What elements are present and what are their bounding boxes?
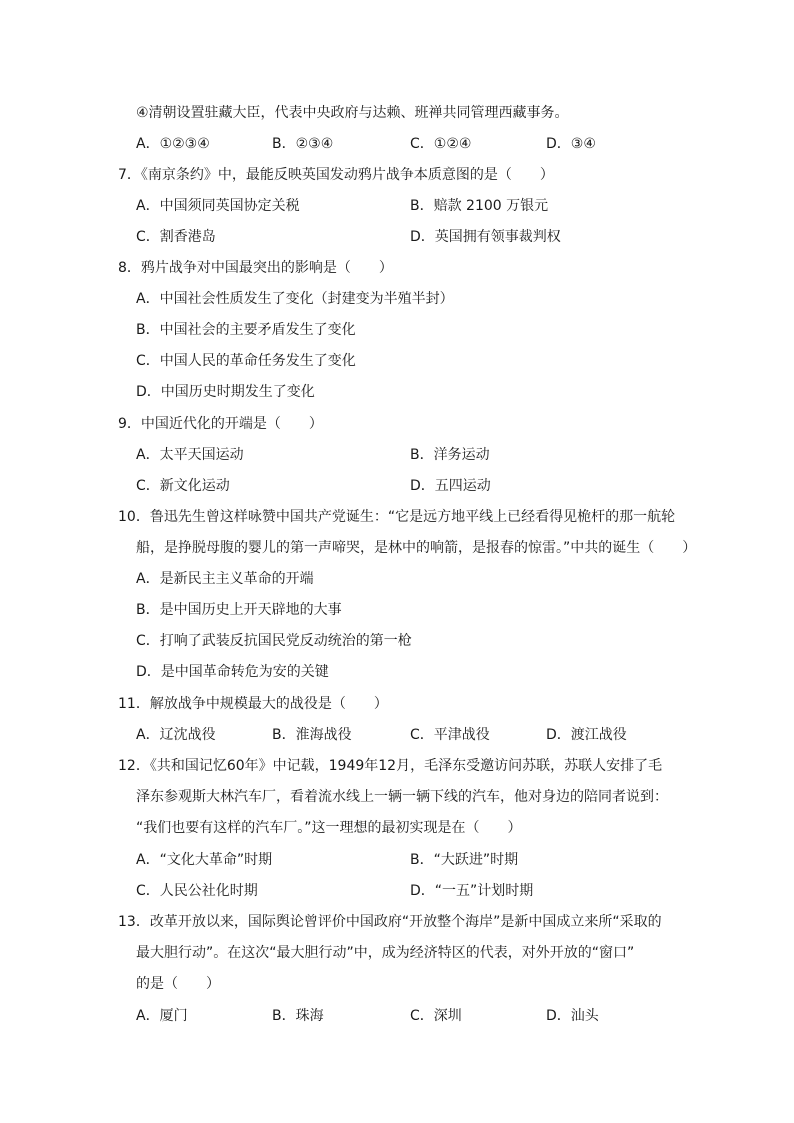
q8-option-d: D．中国历史时期发生了变化	[136, 384, 315, 400]
q11-question: 11．解放战争中规模最大的战役是（ ）	[118, 696, 388, 712]
q7-option-c: C．割香港岛	[136, 229, 216, 245]
q9-question: 9．中国近代化的开端是（ ）	[118, 416, 323, 432]
q10-option-a: A．是新民主主义革命的开端	[136, 571, 314, 587]
q13-option-c: C．深圳	[410, 1008, 462, 1024]
q10-question-line-1: 10．鲁迅先生曾这样咏赞中国共产党诞生：“它是远方地平线上已经看得见桅杆的那一航轮	[118, 509, 676, 525]
q7-option-b: B．赔款 2100 万银元	[410, 198, 549, 214]
q12-option-c: C．人民公社化时期	[136, 883, 258, 899]
q12-question-line-1: 12．《共和国记忆60年》中记载，1949年12月，毛泽东受邀访问苏联，苏联人安排了毛	[118, 758, 663, 774]
q13-question-line-1: 13．改革开放以来，国际舆论曾评价中国政府“开放整个海岸”是新中国成立来所“采取的	[118, 914, 662, 930]
q8-option-b: B．中国社会的主要矛盾发生了变化	[136, 322, 356, 338]
q6-statement-4: ④清朝设置驻藏大臣，代表中央政府与达赖、班禅共同管理西藏事务。	[136, 105, 569, 121]
q8-option-c: C．中国人民的革命任务发生了变化	[136, 353, 356, 369]
q7-question: 7．《南京条约》中，最能反映英国发动鸦片战争本质意图的是（ ）	[118, 167, 554, 183]
q13-option-d: D．汕头	[546, 1008, 599, 1024]
q13-option-a: A．厦门	[136, 1008, 188, 1024]
q9-option-c: C．新文化运动	[136, 478, 230, 494]
q10-option-d: D．是中国革命转危为安的关键	[136, 664, 329, 680]
q7-option-a: A．中国须同英国协定关税	[136, 198, 300, 214]
q12-option-b: B．“大跃进”时期	[410, 852, 519, 868]
q11-option-a: A．辽沈战役	[136, 727, 216, 743]
q11-option-d: D．渡江战役	[546, 727, 627, 743]
q13-question-line-3: 的是（ ）	[136, 976, 220, 992]
q9-option-d: D．五四运动	[410, 478, 491, 494]
q13-question-line-2: 最大胆行动”。在这次“最大胆行动”中，成为经济特区的代表，对外开放的“窗口”	[136, 945, 635, 961]
q11-option-c: C．平津战役	[410, 727, 490, 743]
q11-option-b: B．淮海战役	[272, 727, 352, 743]
q10-option-b: B．是中国历史上开天辟地的大事	[136, 602, 342, 618]
q6-option-d: D．③④	[546, 136, 596, 152]
q12-option-d: D．“一五”计划时期	[410, 883, 534, 899]
q8-question: 8．鸦片战争对中国最突出的影响是（ ）	[118, 260, 393, 276]
q6-option-a: A．①②③④	[136, 136, 210, 152]
q12-option-a: A．“文化大革命”时期	[136, 852, 273, 868]
q12-question-line-3: “我们也要有这样的汽车厂。”这一理想的最初实现是在（ ）	[136, 820, 522, 836]
q8-option-a: A．中国社会性质发生了变化（封建变为半殖半封）	[136, 291, 454, 307]
q6-option-b: B．②③④	[272, 136, 334, 152]
q9-option-b: B．洋务运动	[410, 447, 490, 463]
q10-option-c: C．打响了武装反抗国民党反动统治的第一枪	[136, 633, 412, 649]
q10-question-line-2: 船，是挣脱母腹的婴儿的第一声啼哭，是林中的响箭，是报春的惊雷。”中共的诞生（ ）	[136, 540, 697, 556]
q13-option-b: B．珠海	[272, 1008, 324, 1024]
q9-option-a: A．太平天国运动	[136, 447, 244, 463]
q6-option-c: C．①②④	[410, 136, 472, 152]
q7-option-d: D．英国拥有领事裁判权	[410, 229, 561, 245]
q12-question-line-2: 泽东参观斯大林汽车厂，看着流水线上一辆一辆下线的汽车，他对身边的陪同者说到：	[136, 789, 668, 805]
